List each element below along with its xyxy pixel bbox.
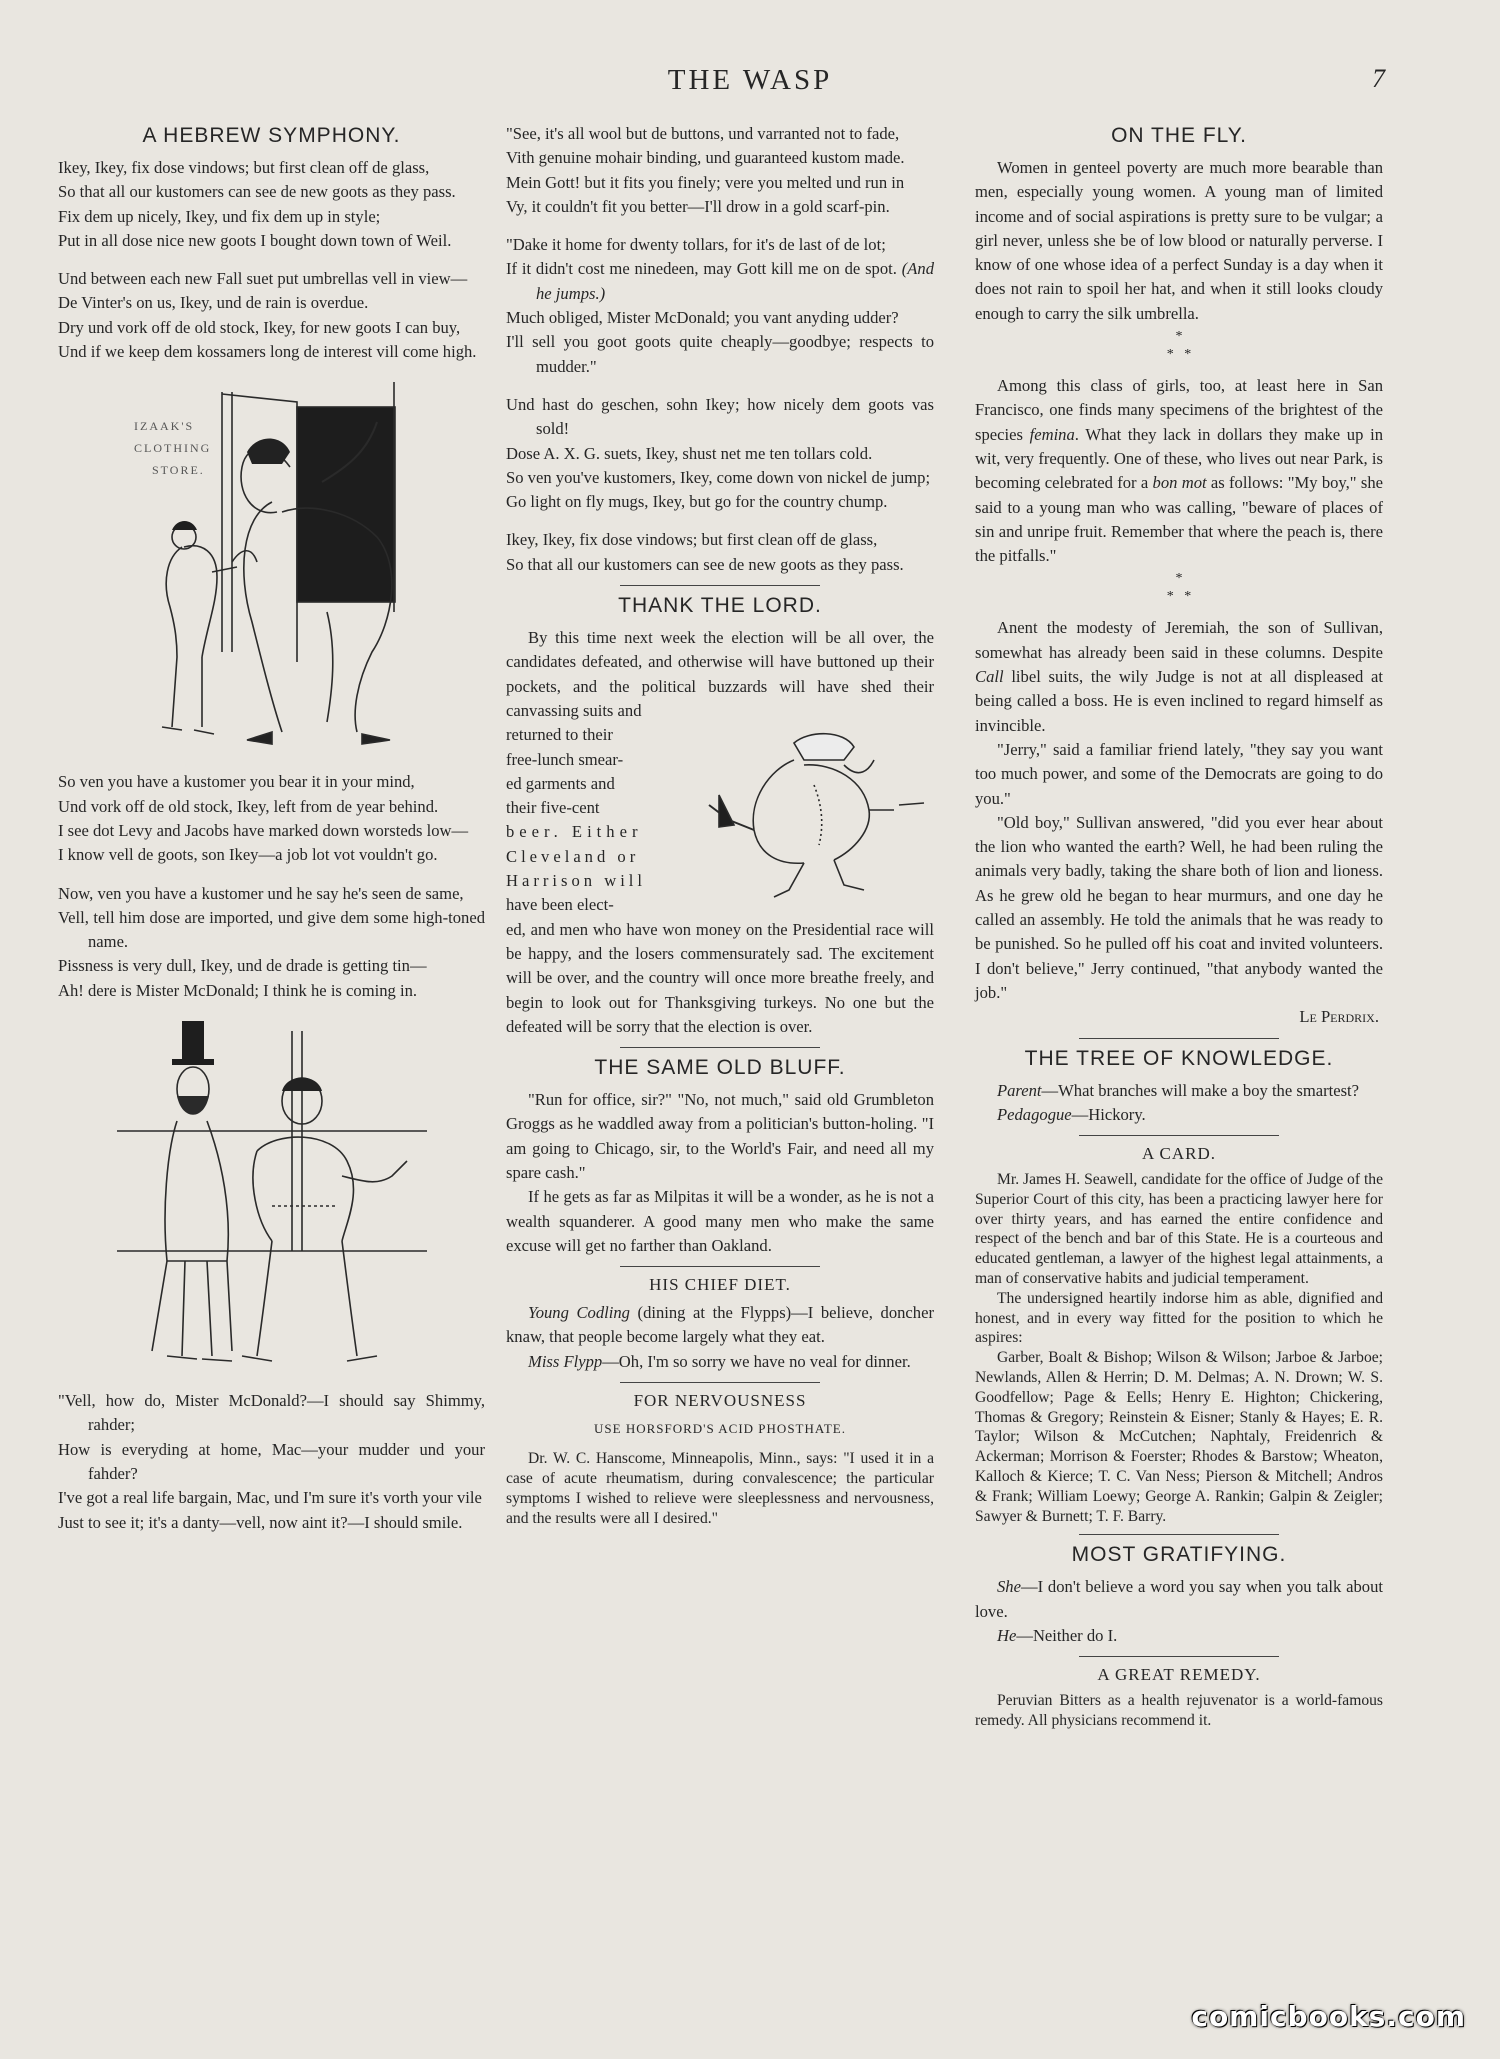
column-middle <box>506 122 934 1529</box>
verse-line: So that all our kustomers can see de new goots as they pass. <box>506 554 904 574</box>
verse-line: "Vell, how do, Mister McDonald?—I should say Shimmy, rahder; <box>58 1391 485 1435</box>
section-divider <box>1079 1038 1279 1039</box>
verse-line: Put in all dose nice new goots I bought down town of Weil. <box>58 230 452 250</box>
text-run: Anent the modesty of Jeremiah, the son of Sullivan, somewhat has already been said in these columns. Despite <box>975 618 1383 662</box>
poem-title: A HEBREW SYMPHONY. <box>142 124 401 147</box>
verse-line: Und if we keep dem kossamers long de interest vill come high. <box>58 342 477 362</box>
article-title: THE SAME OLD BLUFF. <box>594 1056 846 1080</box>
verse-line: So ven you have a kustomer you bear it in your mind, <box>58 772 415 792</box>
dialogue-text: —What branches will make a boy the smartest? <box>1041 1080 1360 1100</box>
paragraph: "Old boy," Sullivan answered, "did you ever hear about the lion who wanted the earth? Well, he had been ruling the animals very badly, taking the share both of lion and lioness. As he grew old he began to hear murmurs, and one day he called an assembly. He told the animals that he was ready to be punished. So he pulled off his coat and invited volunteers. I don't believe," Jerry continued, "that anybody wanted the job." <box>975 812 1383 1002</box>
verse-line: Ikey, Ikey, fix dose vindows; but first clean off de glass, <box>506 530 878 550</box>
text-line: Harrison will <box>506 871 647 891</box>
dialogue-line <box>506 1350 934 1374</box>
verse-line: Und hast do geschen, sohn Ikey; how nicely dem goots vas sold! <box>506 394 934 439</box>
verse-line: Dose A. X. G. suets, Ikey, shust net me ten tollars cold. <box>506 443 873 463</box>
verse-line: Dry und vork off de old stock, Ikey, for new goots I can buy, <box>58 317 461 337</box>
paragraph: "Jerry," said a familiar friend lately, "they say you want too much power, and some of the Democrats are going to do you." <box>975 739 1383 808</box>
text-line: their five-cent <box>506 798 600 818</box>
poem-stanza <box>58 1389 485 1535</box>
dialogue-line <box>975 1103 1383 1127</box>
verse-line: Ikey, Ikey, fix dose vindows; but first clean off de glass, <box>58 158 430 177</box>
advert-title: A GREAT REMEDY. <box>1097 1665 1261 1685</box>
dialogue-text: —I don't believe a word you say when you talk about love. <box>975 1577 1383 1621</box>
text-run: . What they lack in dollars they make up in wit, very frequently. One of these, who lives out near Park, is becoming celebrated for a <box>975 424 1383 493</box>
dialogue-line <box>975 1575 1383 1624</box>
dialogue-line <box>975 1079 1383 1103</box>
speaker-name: Miss Flypp <box>528 1351 603 1371</box>
author-signature: Le Perdrix. <box>1299 1007 1379 1027</box>
article-title: ON THE FLY. <box>1111 124 1247 147</box>
verse-line: Now, ven you have a kustomer und he say he's seen de same, <box>58 883 464 903</box>
shop-sign-line: STORE. <box>151 463 205 478</box>
section-divider <box>1079 1135 1279 1136</box>
paragraph: Mr. James H. Seawell, candidate for the office of Judge of the Superior Court of this city, has been a practicing lawyer here for over thirty years, and has earned the entire confidence and respect of the bench and bar of this State. He is a courteous and educated gentleman, a lawyer of the highest legal attainments, a man of conservative habits and judicial temperament. <box>975 1171 1383 1288</box>
text-line: beer. Either <box>506 822 643 842</box>
verse-line: Mein Gott! but it fits you finely; vere you melted und run in <box>506 172 905 192</box>
masthead <box>0 60 1500 100</box>
stage-direction: (And he jumps.) <box>536 259 935 303</box>
shop-sign-line: IZAAK'S <box>133 419 194 434</box>
verse-line: I know vell de goots, son Ikey—a job lot vot vouldn't go. <box>58 845 438 865</box>
poem-stanza <box>58 770 485 867</box>
poem-stanza <box>58 882 485 1003</box>
dialogue-text: —Oh, I'm so sorry we have no veal for dinner. <box>602 1351 911 1371</box>
speaker-name: She <box>997 1577 1021 1597</box>
italic-word: Call <box>975 667 1004 687</box>
section-divider <box>1079 1656 1279 1657</box>
advert-text: Dr. W. C. Hanscome, Minneapolis, Minn., says: "I used it in a case of acute rheumatism, during convalescence; the particular symptoms I wished to relieve were sleeplessness and nervousness, and the results were all I desired." <box>506 1450 934 1527</box>
speaker-name: Parent <box>997 1080 1042 1100</box>
verse-line: I'll sell you goot goots quite cheaply—goodbye; respects to mudder." <box>506 332 934 376</box>
verse-line: Und vork off de old stock, Ikey, left from de year behind. <box>58 796 439 816</box>
article-title: HIS CHIEF DIET. <box>649 1275 791 1295</box>
speaker-name: Pedagogue <box>997 1104 1072 1124</box>
section-asterisks: * * * <box>1166 571 1192 605</box>
dialogue-text: —Hickory. <box>1071 1104 1146 1124</box>
dialogue-line <box>975 1624 1383 1648</box>
text-run: Among this class of girls, too, at least here in San Francisco, one finds many specimens of the brightest of the species <box>975 376 1383 444</box>
section-divider <box>620 585 820 586</box>
speaker-name: He <box>997 1626 1017 1646</box>
page-number: 7 <box>1372 64 1385 93</box>
advert-subtitle: USE HORSFORD'S ACID PHOSTHATE. <box>594 1421 846 1437</box>
article-title: THE TREE OF KNOWLEDGE. <box>1024 1046 1334 1070</box>
paragraph: The undersigned heartily indorse him as able, dignified and honest, and in every way fitted for the position to which he aspires: <box>975 1289 1383 1347</box>
verse-line: Vell, tell him dose are imported, und give dem some high-toned name. <box>58 907 485 952</box>
paragraph <box>975 616 1383 737</box>
verse-line: Just to see it; it's a danty—vell, now aint it?—I should smile. <box>58 1512 463 1532</box>
text-run: libel suits, the wily Judge is not at all displeased at being called a boss. He is even inclined to regard himself as invincible. <box>975 667 1383 735</box>
text-run: as follows: "My boy," she said to a young man who was calling, "beware of places of sin and unripe fruit. Remember that where the peach is, there the pitfalls." <box>975 473 1383 566</box>
watermark-logo: comicbooks.com <box>1191 2000 1466 2033</box>
verse-line: So that all our kustomers can see de new goots as they pass. <box>58 182 456 202</box>
paragraph <box>975 374 1383 568</box>
running-man-illustration <box>694 725 934 905</box>
section-divider <box>620 1266 820 1267</box>
verse-line: How is everyding at home, Mac—your mudder und your fahder? <box>58 1439 485 1483</box>
verse-line: Much obliged, Mister McDonald; you vant anyding udder? <box>506 308 899 328</box>
verse-line: Go light on fly mugs, Ikey, but go for the country chump. <box>506 492 888 512</box>
advert-text: Peruvian Bitters as a health rejuvenator is a world-famous remedy. All physicians recommend it. <box>975 1692 1383 1730</box>
verse-line <box>506 257 934 306</box>
verse-line: Vith genuine mohair binding, und guaranteed kustom made. <box>506 148 905 168</box>
publication-title: THE WASP <box>667 64 833 96</box>
verse-line: I see dot Levy and Jacobs have marked down worsteds low— <box>58 820 469 840</box>
verse-line: Ah! dere is Mister McDonald; I think he is coming in. <box>58 980 418 1000</box>
two-men-illustration <box>107 1011 437 1381</box>
poem-stanza <box>506 233 934 379</box>
paragraph: "Run for office, sir?" "No, not much," said old Grumbleton Groggs as he waddled away from a politician's button-holing. "I am going to Chicago, sir, to the World's Fair, and need all my spare cash." <box>506 1090 934 1182</box>
shop-sign-line: CLOTHING <box>133 441 211 456</box>
verse-line: Vy, it couldn't fit you better—I'll drow in a gold scarf-pin. <box>506 196 890 216</box>
article-title: A CARD. <box>1141 1144 1217 1164</box>
paragraph: ed, and men who have won money on the Presidential race will be happy, and the losers commensurately sad. The excitement will be over, and the country will once more breathe freely, and begin to look out for Thanksgiving turkeys. No one but the defeated will be sorry that the election is over. <box>506 919 934 1036</box>
text-line: free-lunch smear- <box>506 749 624 769</box>
advert-title: FOR NERVOUSNESS <box>633 1391 807 1411</box>
verse-line: So ven you've kustomers, Ikey, come down von nickel de jump; <box>506 467 931 487</box>
endorser-list: Garber, Boalt & Bishop; Wilson & Wilson; Jarboe & Jarboe; Newlands, Allen & Herrin; D. M. Delmas; A. N. Drown; W. S. Goodfellow; Page & Eells; Henry E. Highton; Chickering, Thomas & Gregory; Reinstein & Eisner; Stanly & Hayes; E. R. Taylor; Wilson & McCutchen; Naphtaly, Freidenrich & Ackerman; Morrison & Foerster; Rhodes & Barstow; Wheaton, Kalloch & Kierce; T. C. Van Ness; Pierson & Mitchell; Andros & Frank; William Loewy; George A. Rankin; Galpin & Zeigler; Sawyer & Burnett; T. F. Barry. <box>975 1349 1383 1525</box>
verse-text: If it didn't cost me ninedeen, may Gott kill me on de spot. <box>506 259 897 279</box>
dialogue-text: (dining at the Flypps)—I believe, doncher knaw, that people become largely what they eat. <box>506 1303 934 1347</box>
poem-stanza <box>506 393 934 514</box>
article-body <box>506 626 934 1039</box>
speaker-name: Young Codling <box>528 1303 630 1323</box>
verse-line: De Vinter's on us, Ikey, und de rain is overdue. <box>58 293 369 313</box>
poem-stanza <box>506 122 934 219</box>
section-divider <box>1079 1534 1279 1535</box>
text-line: returned to their <box>506 725 613 745</box>
section-asterisks: * * * <box>1166 329 1192 363</box>
paragraph: If he gets as far as Milpitas it will be a wonder, as he is not a wealth squanderer. A good many men who make the same excuse will get no farther than Oakland. <box>506 1187 934 1255</box>
verse-line: "See, it's all wool but de buttons, und varranted not to fade, <box>506 124 900 143</box>
paragraph: By this time next week the election will be all over, the candidates defeated, and otherwise will have buttoned up their pockets, and the political buzzards will have shed their canvassing suits and <box>506 628 934 720</box>
italic-word: femina <box>1029 424 1075 444</box>
verse-line: "Dake it home for dwenty tollars, for it's de last of de lot; <box>506 235 886 255</box>
poem-stanza <box>58 156 485 253</box>
verse-line: I've got a real life bargain, Mac, und I'm sure it's vorth your vile <box>58 1488 482 1508</box>
paragraph: Women in genteel poverty are much more bearable than men, especially young women. A young man of limited income and of social aspirations is pretty sure to be vulgar; a girl never, unless she be of low blood or naturally perverse. I know of one whose idea of a perfect Sunday is a day when it does not rain to spoil her hat, and when it still looks cloudy enough to carry the silk umbrella. <box>975 158 1383 323</box>
verse-line: Und between each new Fall suet put umbrellas vell in view— <box>58 269 468 289</box>
poem-stanza <box>506 528 934 577</box>
verse-line: Pissness is very dull, Ikey, und de drade is getting tin— <box>58 956 427 976</box>
text-line: ed garments and <box>506 773 615 793</box>
section-divider <box>620 1047 820 1048</box>
section-divider <box>620 1382 820 1383</box>
article-title: MOST GRATIFYING. <box>1071 1543 1287 1567</box>
clothing-store-illustration <box>122 372 422 762</box>
dialogue-line <box>506 1301 934 1350</box>
article-title: THANK THE LORD. <box>618 594 822 618</box>
italic-word: bon mot <box>1152 473 1207 493</box>
text-line: have been elect- <box>506 895 614 915</box>
verse-line: Fix dem up nicely, Ikey, und fix dem up in style; <box>58 206 381 226</box>
text-line: Cleveland or <box>506 846 640 866</box>
column-right <box>975 122 1383 1731</box>
poem-stanza <box>58 267 485 364</box>
column-left <box>58 122 485 1535</box>
dialogue-text: —Neither do I. <box>1016 1626 1118 1646</box>
